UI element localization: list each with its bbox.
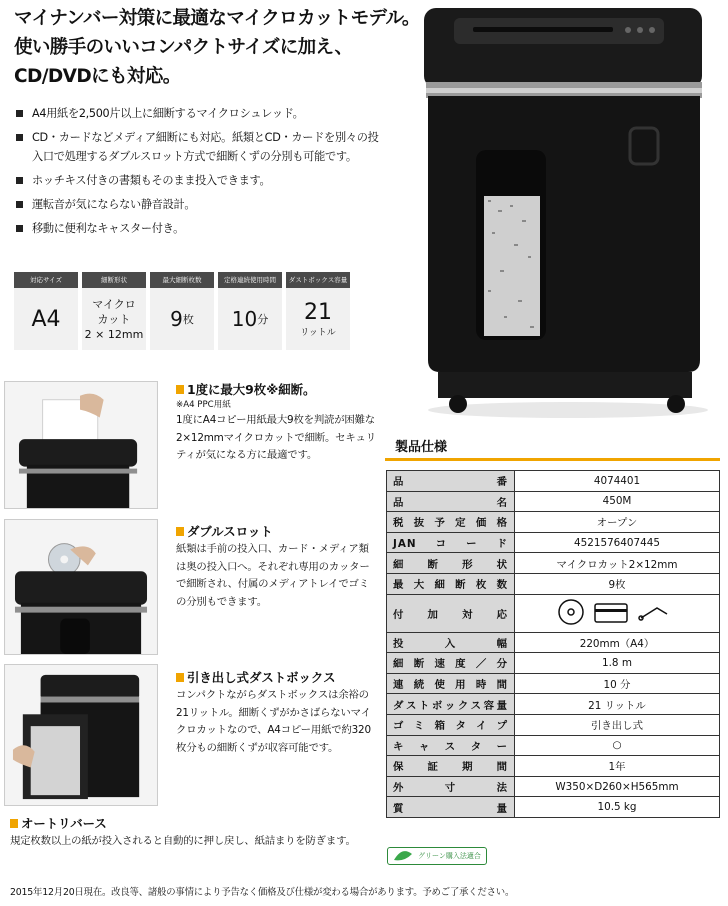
feature-section-auto-reverse: オートリバース 規定枚数以上の紙が投入されると自動的に押し戻し、紙詰まりを防ぎます。 [10,816,356,847]
table-row: キャスター ○ [387,735,720,756]
table-row: ゴミ箱タイプ 引き出し式 [387,714,720,735]
table-row: 連続使用時間 10 分 [387,673,720,694]
table-row: ダストボックス容量 21 リットル [387,694,720,715]
staple-icon [639,608,667,620]
bullet-square-icon [16,225,23,232]
green-purchase-badge: グリーン購入法適合 [387,847,487,865]
orange-square-icon [10,819,18,828]
table-row: 品番 4074401 [387,471,720,492]
headline [14,4,420,91]
feature-item: A4用紙を2,500片以上に細断するマイクロシュレッド。 [14,104,384,123]
spec-divider [385,458,720,461]
spec-box-capacity: ダストボックス容量 21 リットル [286,272,350,350]
feature-item: 運転音が気にならない静音設計。 [14,195,384,214]
footnote: 2015年12月20日現在。改良等、諸般の事情により予告なく価格及び仕様が変わる場合があります。予めご了承ください。 [10,887,515,898]
spec-box-size: 対応サイズ A4 [14,272,78,350]
feature-item: 移動に便利なキャスター付き。 [14,219,384,238]
table-row: 税抜予定価格 オープン [387,512,720,533]
orange-square-icon [176,673,184,682]
addon-icons-cell [515,594,720,632]
table-row: 付加対応 [387,594,720,632]
feature-section-double-slot: ダブルスロット 紙類は手前の投入口、カード・メディア類は奥の投入口へ。それぞれ専用のカッターで細断され、付属のメディアトレイでゴミの分別もできます。 [176,524,370,608]
spec-box-sheets: 最大細断枚数 9 枚 [150,272,214,350]
shredder-photo-cd [4,519,158,655]
spec-summary-boxes [14,272,350,350]
table-row: 細断速度／分 1.8 m [387,653,720,674]
shredder-product-image [418,0,723,430]
feature-section-sheets: 1度に最大9枚※細断。 ※A4 PPC用紙 1度にA4コピー用紙最大9枚を判読が困難な2×12mmマイクロカットで細断。セキュリティが気になる方に最適です。 [176,382,376,461]
headline-line-2: 使い勝手のいいコンパクトサイズに加え、 [14,37,353,58]
headline-line-3: CD/DVDにも対応。 [14,66,181,87]
feature-list [14,104,384,243]
bullet-square-icon [16,134,23,141]
table-row: 投入幅 220mm（A4） [387,632,720,653]
card-icon [595,604,627,622]
table-row: 細断形状 マイクロカット2×12mm [387,553,720,574]
headline-line-1: マイナンバー対策に最適なマイクロカットモデル。 [14,8,420,29]
spec-box-time: 定格連続使用時間 10 分 [218,272,282,350]
bullet-square-icon [16,177,23,184]
table-row: 品名 450M [387,491,720,512]
spec-table-title: 製品仕様 [395,440,448,455]
leaf-icon [388,848,418,864]
table-row: 外寸法 W350×D260×H565mm [387,776,720,797]
feature-item: ホッチキス付きの書類もそのまま投入できます。 [14,171,384,190]
bullet-square-icon [16,110,23,117]
table-row: 質量 10.5 kg [387,797,720,818]
spec-table [386,470,720,818]
orange-square-icon [176,385,184,394]
shredder-photo-paper [4,381,158,509]
table-row: 最大細断枚数 9枚 [387,573,720,594]
table-row: 保証期間 1年 [387,756,720,777]
cd-icon [559,600,583,624]
table-row: JANコード 4521576407445 [387,532,720,553]
orange-square-icon [176,527,184,536]
feature-section-dustbox: 引き出し式ダストボックス コンパクトながらダストボックスは余裕の21リットル。細断くずがかさばらないマイクロカットなので、A4コピー用紙で約320枚分もの細断くずが収容可能です。 [176,670,371,754]
shredder-photo-dustbox [4,664,158,806]
feature-item: CD・カードなどメディア細断にも対応。紙類とCD・カードを別々の投入口で処理するダブルスロット方式で細断くずの分別も可能です。 [14,128,384,166]
spec-box-cut: 細断形状 マイクロ カット 2 × 12mm [82,272,146,350]
bullet-square-icon [16,201,23,208]
